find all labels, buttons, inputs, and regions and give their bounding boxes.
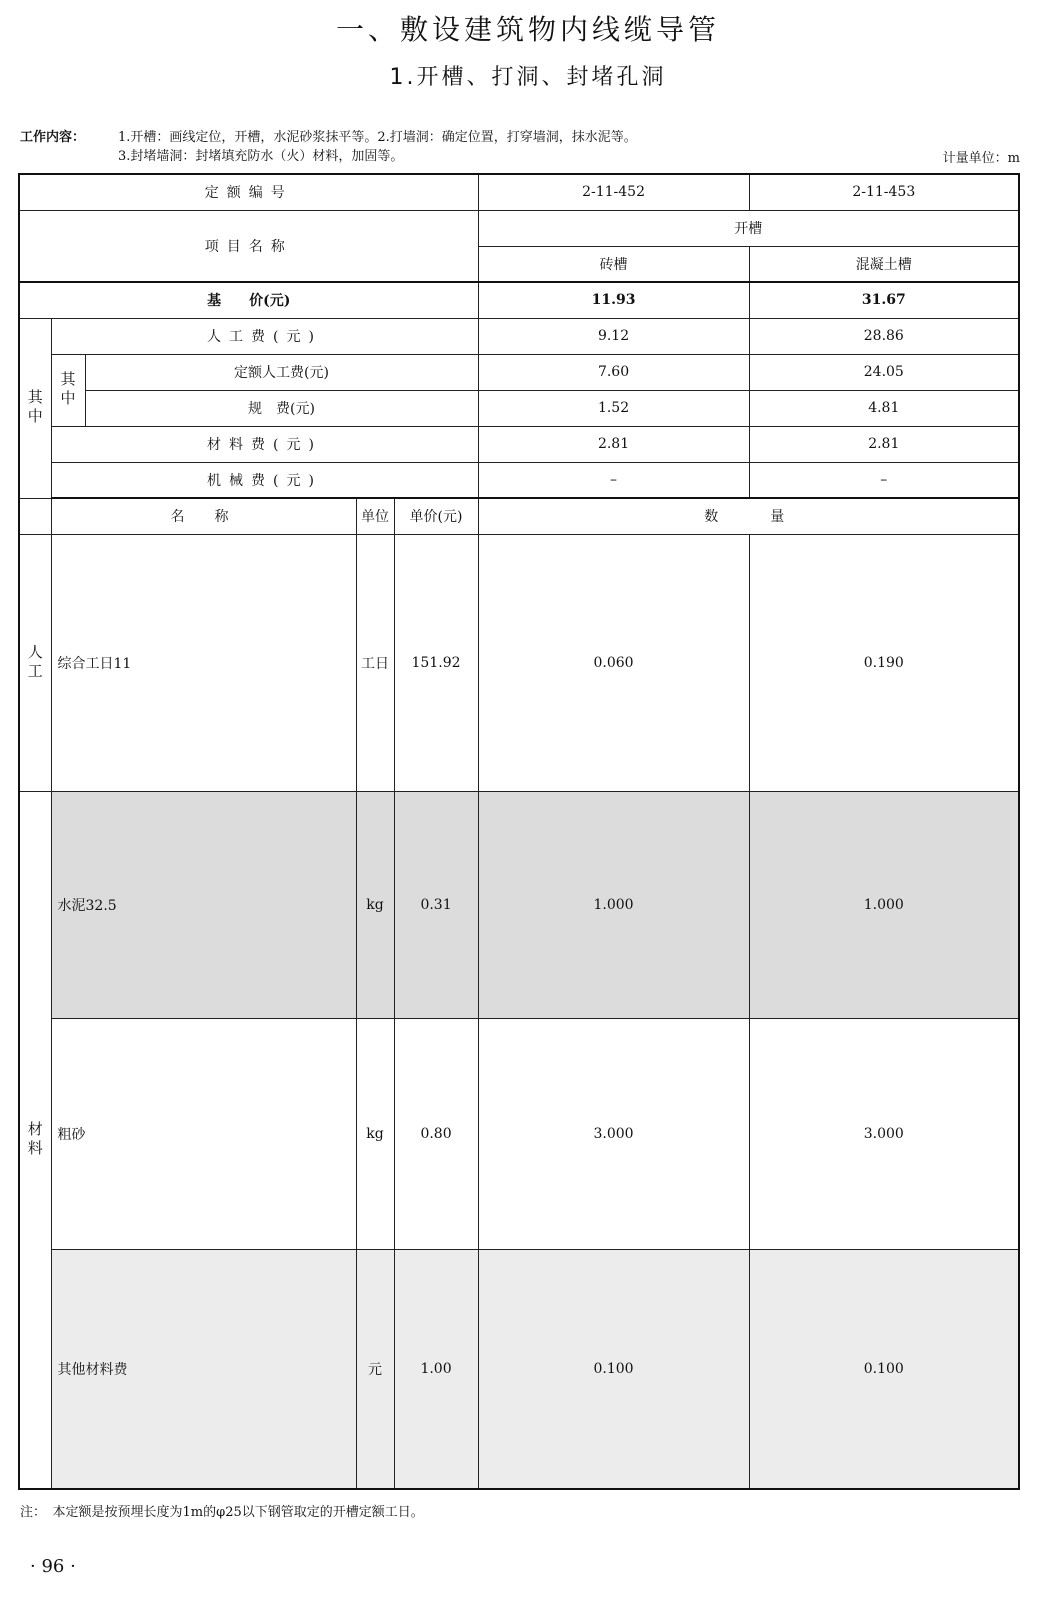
measure-unit: 计量单位：m (942, 151, 1020, 166)
resource-price: 0.31 (394, 791, 478, 1018)
quota-no-label: 定额编号 (19, 174, 478, 210)
quota-labor-label: 定额人工费(元) (85, 354, 478, 390)
page-number: · 96 · (30, 1556, 76, 1577)
labor-label: 人工费(元) (51, 318, 478, 354)
resource-qty-2: 3.000 (749, 1018, 1019, 1249)
material-label: 材料费(元) (51, 426, 478, 462)
resource-qty-1: 0.100 (478, 1249, 749, 1489)
item-2: 混凝土槽 (749, 246, 1019, 282)
resource-unit: 元 (356, 1249, 394, 1489)
base-price-label: 基 价(元) (19, 282, 478, 318)
material-1: 2.81 (478, 426, 749, 462)
resource-unit: kg (356, 1018, 394, 1249)
quota-no-row (19, 174, 1019, 210)
labor-1: 9.12 (478, 318, 749, 354)
fee-2: 4.81 (749, 390, 1019, 426)
base-price-1: 11.93 (478, 282, 749, 318)
machine-1: – (478, 462, 749, 498)
work-content-label: 工作内容： (20, 130, 86, 145)
resource-name: 粗砂 (51, 1018, 356, 1249)
work-content (20, 128, 637, 166)
resource-row (19, 1249, 1019, 1489)
col-name-header: 名 称 (51, 498, 356, 534)
col-qty-header: 数 量 (478, 498, 1019, 534)
resource-row (19, 791, 1019, 1018)
resource-qty-2: 0.190 (749, 534, 1019, 791)
resource-unit: kg (356, 791, 394, 1018)
item-group: 开槽 (478, 210, 1019, 246)
resource-price: 0.80 (394, 1018, 478, 1249)
resource-name: 水泥32.5 (51, 791, 356, 1018)
resource-name: 其他材料费 (51, 1249, 356, 1489)
material-group-label: 材料 (25, 1120, 44, 1159)
material-2: 2.81 (749, 426, 1019, 462)
among2-label: 其中 (58, 371, 77, 409)
resource-price: 151.92 (394, 534, 478, 791)
fee-1: 1.52 (478, 390, 749, 426)
resource-qty-1: 0.060 (478, 534, 749, 791)
base-price-2: 31.67 (749, 282, 1019, 318)
quota-table (18, 173, 1020, 1490)
resource-row (19, 1018, 1019, 1249)
among-label: 其中 (25, 389, 44, 427)
work-content-line2: 3.封堵墙洞：封堵填充防水（火）材料，加固等。 (118, 149, 404, 164)
labor-group-label: 人工 (25, 643, 44, 682)
resource-name: 综合工日11 (51, 534, 356, 791)
footnote: 注： 本定额是按预埋长度为1m的φ25以下钢管取定的开槽定额工日。 (20, 1505, 424, 1520)
col-price-header: 单价(元) (394, 498, 478, 534)
resource-unit: 工日 (356, 534, 394, 791)
resource-qty-1: 3.000 (478, 1018, 749, 1249)
resource-qty-2: 1.000 (749, 791, 1019, 1018)
quota-labor-2: 24.05 (749, 354, 1019, 390)
quota-no-2: 2-11-453 (749, 174, 1019, 210)
resource-row (19, 534, 1019, 791)
machine-label: 机械费(元) (51, 462, 478, 498)
item-1: 砖槽 (478, 246, 749, 282)
subsection-title: 1.开槽、打洞、封堵孔洞 (389, 65, 667, 90)
work-content-line1: 1.开槽：画线定位，开槽，水泥砂浆抹平等。2.打墙洞：确定位置，打穿墙洞，抹水泥等。 (118, 130, 637, 145)
quota-labor-1: 7.60 (478, 354, 749, 390)
col-unit-header: 单位 (356, 498, 394, 534)
item-name-label: 项目名称 (19, 210, 478, 282)
labor-2: 28.86 (749, 318, 1019, 354)
resource-price: 1.00 (394, 1249, 478, 1489)
machine-2: – (749, 462, 1019, 498)
fee-label: 规 费(元) (85, 390, 478, 426)
section-title: 一、敷设建筑物内线缆导管 (335, 13, 720, 46)
resource-qty-1: 1.000 (478, 791, 749, 1018)
quota-no-1: 2-11-452 (478, 174, 749, 210)
resource-qty-2: 0.100 (749, 1249, 1019, 1489)
